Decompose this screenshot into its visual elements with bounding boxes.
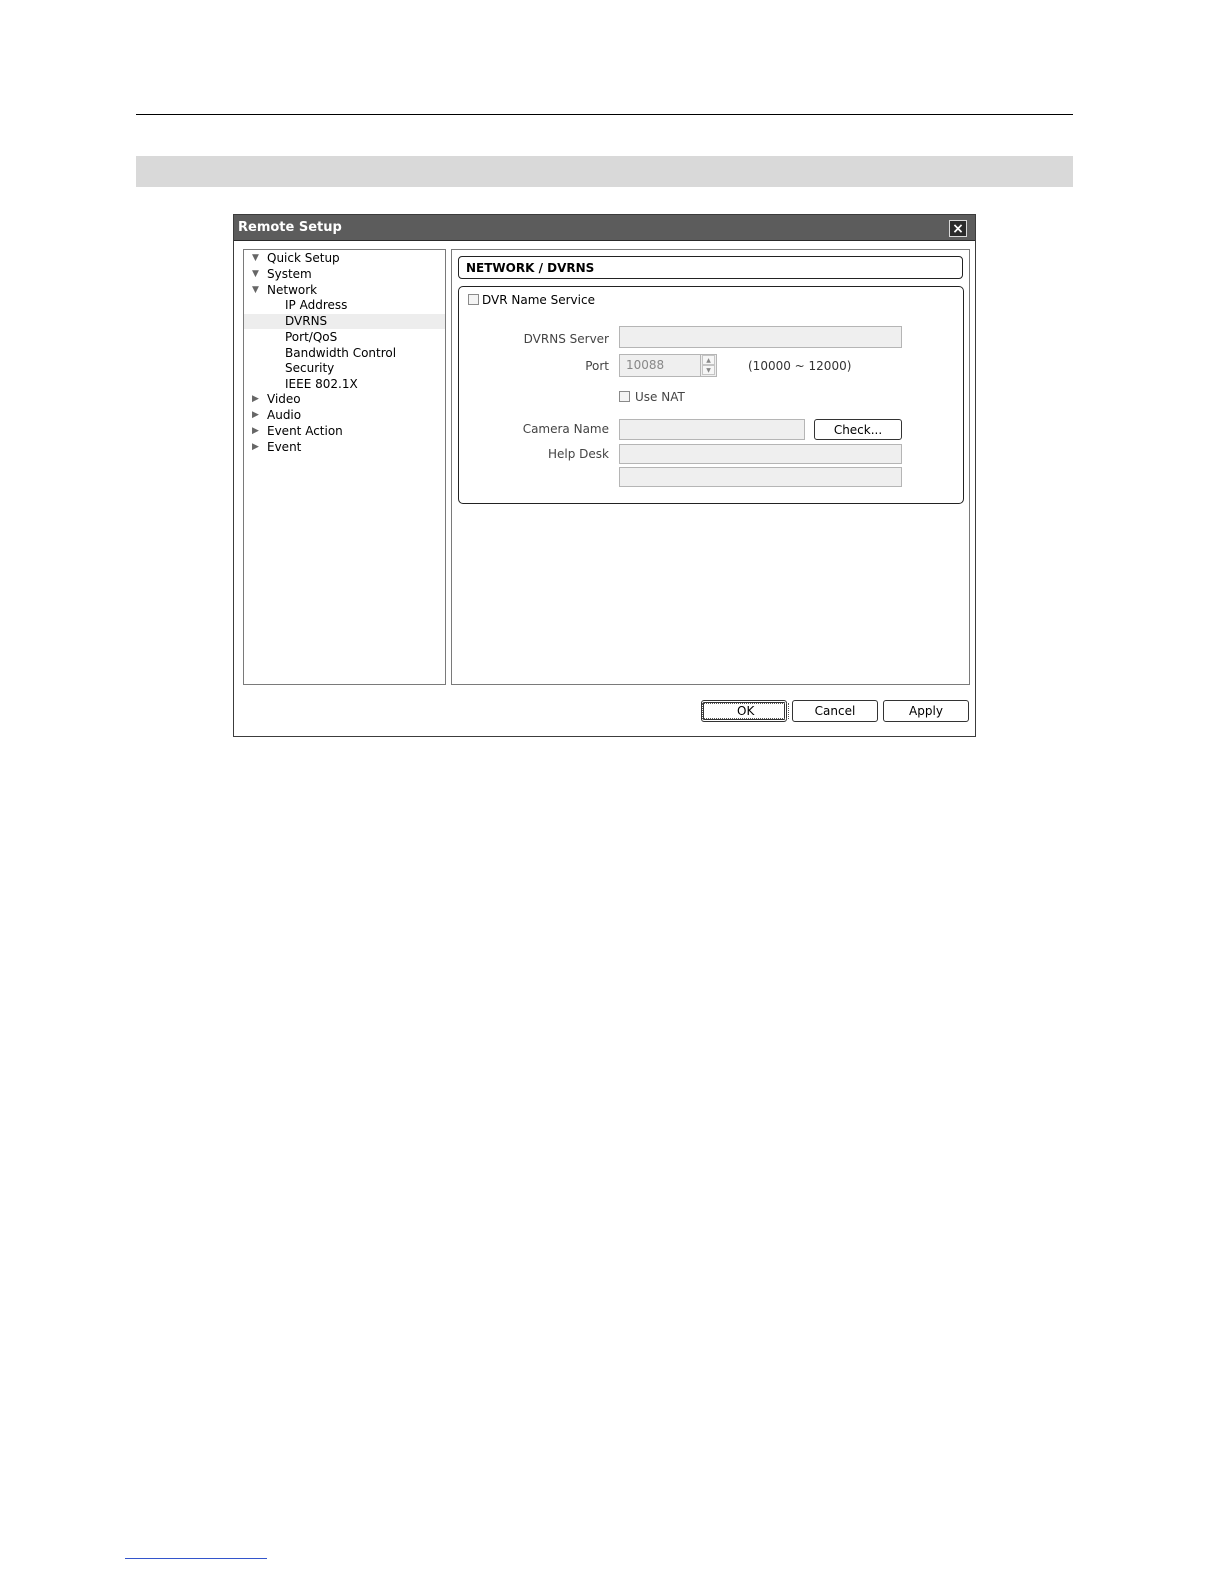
expand-arrow-icon[interactable]: ▼: [252, 285, 259, 295]
spin-up-icon[interactable]: ▲: [702, 355, 715, 365]
tree-item-system[interactable]: [244, 267, 445, 282]
tree-item-label: Port/QoS: [285, 330, 338, 344]
tree-item-label: Network: [267, 283, 318, 297]
tree-item-port-qos[interactable]: [244, 330, 445, 345]
tree-item-label: Quick Setup: [267, 251, 340, 265]
header-rule: [136, 114, 1073, 115]
camera-name-label: Camera Name: [522, 422, 609, 436]
tree-item-ieee-8021x[interactable]: [244, 377, 445, 392]
dialog-title: Remote Setup: [238, 220, 342, 235]
collapse-arrow-icon[interactable]: ▶: [252, 442, 259, 452]
expand-arrow-icon[interactable]: ▼: [252, 253, 259, 263]
ok-button-label: OK: [702, 703, 789, 719]
tree-item-event[interactable]: [244, 440, 445, 455]
tree-item-quick-setup[interactable]: [244, 251, 445, 266]
tree-item-label: Event: [267, 440, 302, 454]
tree-item-bandwidth-control[interactable]: [244, 346, 445, 361]
tree-item-label: Video: [267, 392, 301, 406]
tree-item-video[interactable]: [244, 392, 445, 407]
help-desk-input-1[interactable]: [619, 444, 902, 464]
expand-arrow-icon[interactable]: ▼: [252, 269, 259, 279]
dialog-titlebar[interactable]: [234, 215, 975, 241]
spin-down-icon[interactable]: ▼: [702, 365, 715, 375]
dvrns-server-input[interactable]: [619, 326, 902, 348]
tree-item-label: Audio: [267, 408, 302, 422]
tree-item-ip-address[interactable]: [244, 298, 445, 313]
port-range-hint: (10000 ~ 12000): [748, 359, 852, 373]
port-value: 10088: [626, 358, 665, 372]
tree-item-label: IP Address: [285, 298, 348, 312]
port-stepper[interactable]: [700, 355, 716, 377]
tree-item-label: DVRNS: [285, 314, 328, 328]
close-icon[interactable]: ×: [949, 220, 967, 237]
use-nat-label: Use NAT: [635, 390, 685, 404]
ok-button[interactable]: [701, 700, 787, 722]
collapse-arrow-icon[interactable]: ▶: [252, 410, 259, 420]
help-desk-input-2[interactable]: [619, 467, 902, 487]
footer-link-rule: [125, 1558, 267, 1559]
panel-title: NETWORK / DVRNS: [466, 261, 595, 275]
cancel-button[interactable]: Cancel: [792, 700, 878, 722]
tree-item-event-action[interactable]: [244, 424, 445, 439]
tree-item-label: Event Action: [267, 424, 343, 438]
panel-header: [458, 256, 963, 279]
section-bar: [136, 156, 1073, 187]
tree-item-dvrns[interactable]: [244, 314, 445, 329]
dvrns-server-label: DVRNS Server: [523, 332, 609, 346]
collapse-arrow-icon[interactable]: ▶: [252, 426, 259, 436]
settings-panel: [451, 249, 970, 685]
dvr-name-service-label: DVR Name Service: [482, 293, 595, 307]
settings-tree: [243, 249, 446, 685]
port-label: Port: [585, 359, 609, 373]
check-button[interactable]: Check...: [814, 419, 902, 440]
tree-item-label: Bandwidth Control: [285, 346, 397, 360]
tree-item-network[interactable]: [244, 283, 445, 298]
port-input[interactable]: [619, 354, 717, 377]
remote-setup-dialog: [233, 214, 976, 737]
collapse-arrow-icon[interactable]: ▶: [252, 394, 259, 404]
help-desk-label: Help Desk: [548, 447, 609, 461]
tree-item-security[interactable]: [244, 361, 445, 376]
tree-item-label: IEEE 802.1X: [285, 377, 358, 391]
camera-name-input[interactable]: [619, 419, 805, 440]
tree-item-label: Security: [285, 361, 335, 375]
apply-button[interactable]: Apply: [883, 700, 969, 722]
dvr-name-service-checkbox[interactable]: [468, 294, 479, 305]
tree-item-label: System: [267, 267, 312, 281]
tree-item-audio[interactable]: [244, 408, 445, 423]
use-nat-checkbox[interactable]: [619, 391, 630, 402]
dvrns-group: [458, 286, 964, 504]
